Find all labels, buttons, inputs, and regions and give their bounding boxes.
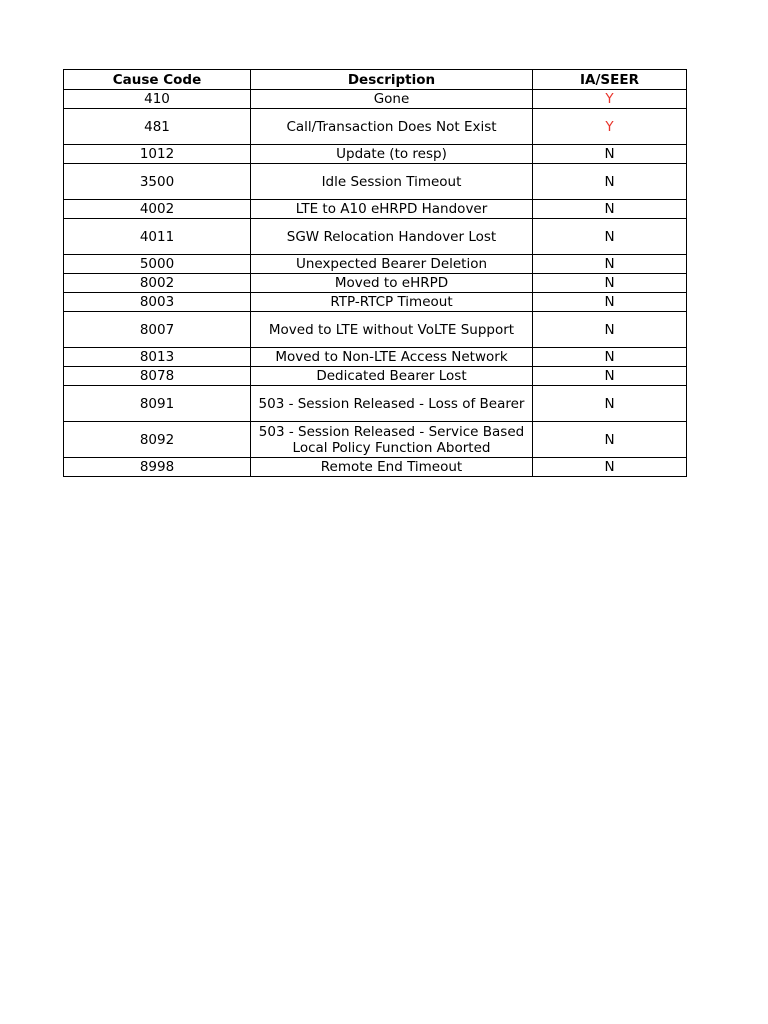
cause-code-cell: 8998 (64, 458, 251, 477)
header-row (64, 70, 687, 90)
description-cell: Moved to Non-LTE Access Network (251, 348, 533, 367)
header-description: Description (251, 70, 533, 90)
table-row (64, 109, 687, 145)
ia-seer-cell: N (533, 348, 687, 367)
table-row (64, 164, 687, 200)
cause-code-cell: 8003 (64, 293, 251, 312)
cause-code-cell: 8092 (64, 422, 251, 458)
description-cell: Unexpected Bearer Deletion (251, 255, 533, 274)
cause-code-cell: 8091 (64, 386, 251, 422)
ia-seer-cell: N (533, 367, 687, 386)
table-row (64, 367, 687, 386)
table-row (64, 255, 687, 274)
ia-seer-cell: N (533, 386, 687, 422)
ia-seer-cell: Y (533, 90, 687, 109)
table-row (64, 145, 687, 164)
description-cell: SGW Relocation Handover Lost (251, 219, 533, 255)
description-cell: Gone (251, 90, 533, 109)
cause-code-cell: 8013 (64, 348, 251, 367)
description-cell: Call/Transaction Does Not Exist (251, 109, 533, 145)
cause-code-cell: 8078 (64, 367, 251, 386)
description-cell: Moved to LTE without VoLTE Support (251, 312, 533, 348)
ia-seer-cell: N (533, 312, 687, 348)
table-row (64, 219, 687, 255)
cause-code-cell: 8002 (64, 274, 251, 293)
header-cause-code: Cause Code (64, 70, 251, 90)
description-cell: Dedicated Bearer Lost (251, 367, 533, 386)
table-row (64, 293, 687, 312)
cause-code-cell: 3500 (64, 164, 251, 200)
table-row (64, 386, 687, 422)
cause-code-table (63, 69, 687, 477)
ia-seer-cell: N (533, 219, 687, 255)
ia-seer-cell: N (533, 458, 687, 477)
ia-seer-cell: Y (533, 109, 687, 145)
cause-code-cell: 410 (64, 90, 251, 109)
table-row (64, 348, 687, 367)
table-row (64, 312, 687, 348)
cause-code-cell: 4011 (64, 219, 251, 255)
table-row (64, 458, 687, 477)
cause-code-cell: 8007 (64, 312, 251, 348)
description-cell: Update (to resp) (251, 145, 533, 164)
ia-seer-cell: N (533, 164, 687, 200)
description-cell: Remote End Timeout (251, 458, 533, 477)
cause-code-cell: 481 (64, 109, 251, 145)
description-cell: 503 - Session Released - Service Based Local Policy Function Aborted (251, 422, 533, 458)
ia-seer-cell: N (533, 293, 687, 312)
cause-code-cell: 4002 (64, 200, 251, 219)
cause-code-cell: 5000 (64, 255, 251, 274)
ia-seer-cell: N (533, 255, 687, 274)
header-ia-seer: IA/SEER (533, 70, 687, 90)
table-row (64, 90, 687, 109)
description-cell: RTP-RTCP Timeout (251, 293, 533, 312)
description-cell: LTE to A10 eHRPD Handover (251, 200, 533, 219)
table-row (64, 274, 687, 293)
description-cell: Moved to eHRPD (251, 274, 533, 293)
table-row (64, 200, 687, 219)
ia-seer-cell: N (533, 145, 687, 164)
ia-seer-cell: N (533, 200, 687, 219)
ia-seer-cell: N (533, 422, 687, 458)
ia-seer-cell: N (533, 274, 687, 293)
cause-code-cell: 1012 (64, 145, 251, 164)
table-row (64, 422, 687, 458)
description-cell: Idle Session Timeout (251, 164, 533, 200)
description-cell: 503 - Session Released - Loss of Bearer (251, 386, 533, 422)
